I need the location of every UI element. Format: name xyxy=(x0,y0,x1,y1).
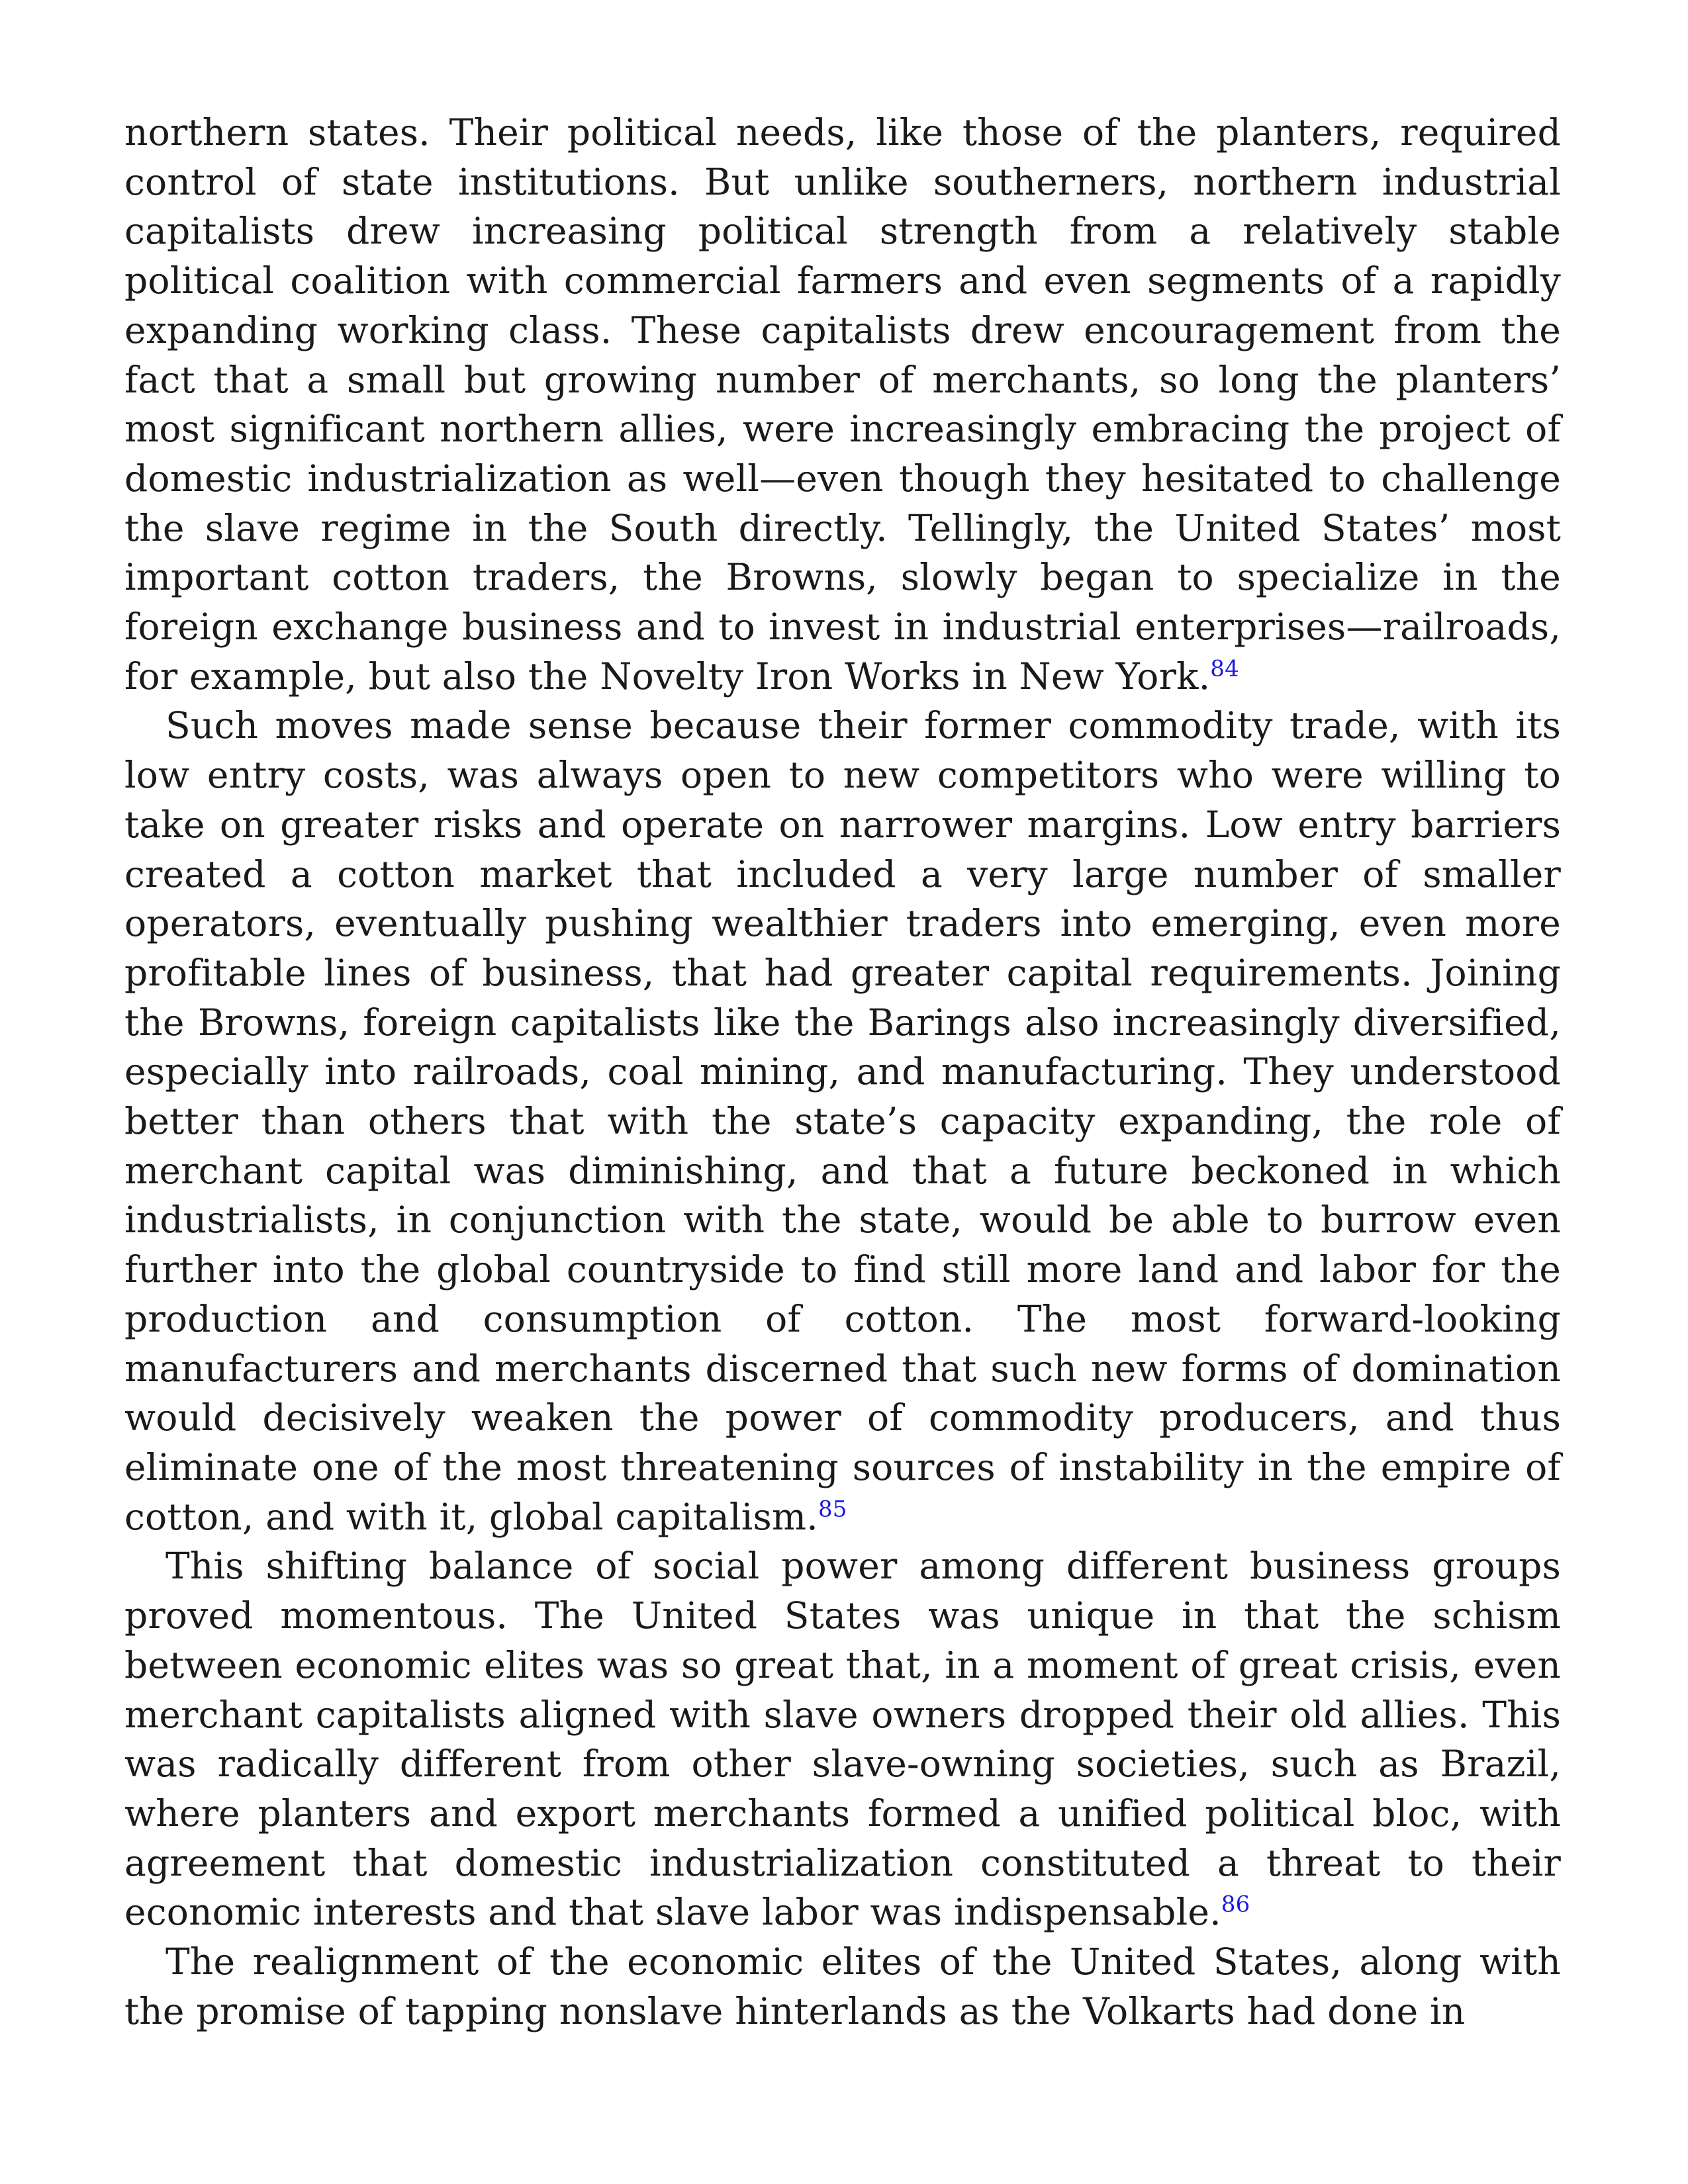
paragraph-text: The realignment of the economic elites of the United States, along with the promise of tapping nonslave hinterlands as the Volkarts had done in xyxy=(124,1940,1561,2032)
paragraph-text: Such moves made sense because their former commodity trade, with its low entry costs, was always open to new competitors who were willing to take on greater risks and operate on narrower margins. Low entry barriers created a cotton market that included a very large number of smaller operators, eventually pushing wealthier traders into emerging, even more profitable lines of business, that had greater capital requirements. Joining the Browns, foreign capitalists like the Barings also increasingly diversified, especially into railroads, coal mining, and manufacturing. They understood better than others that with the state’s capacity expanding, the role of merchant capital was diminishing, and that a future beckoned in which industrialists, in conjunction with the state, would be able to burrow even further into the global countryside to find still more land and labor for the production and consumption of cotton. The most forward-looking manufacturers and merchants discerned that such new forms of domination would decisively weaken the power of commodity producers, and thus eliminate one of the most threatening sources of instability in the empire of cotton, and with it, global capitalism. xyxy=(124,704,1561,1538)
page-body xyxy=(124,108,1561,2036)
footnote-ref-85[interactable]: 85 xyxy=(818,1496,847,1523)
paragraph-text: This shifting balance of social power among different business groups proved momentous. The United States was unique in that the schism between economic elites was so great that, in a moment of great crisis, even merchant capitalists aligned with slave owners dropped their old allies. This was radically different from other slave-owning societies, such as Brazil, where planters and export merchants formed a unified political bloc, with agreement that domestic industrialization constituted a threat to their economic interests and that slave labor was indispensable. xyxy=(124,1545,1561,1934)
footnote-ref-84[interactable]: 84 xyxy=(1210,655,1239,682)
paragraph-4 xyxy=(124,1937,1561,2036)
paragraph-1 xyxy=(124,108,1561,701)
footnote-ref-86[interactable]: 86 xyxy=(1221,1891,1250,1918)
paragraph-text: northern states. Their political needs, like those of the planters, required control of state institutions. But unlike southerners, northern industrial capitalists drew increasing political strength from a relatively stable political coalition with commercial farmers and even segments of a rapidly expanding working class. These capitalists drew encouragement from the fact that a small but growing number of merchants, so long the planters’ most significant northern allies, were increasingly embracing the project of domestic industrialization as well—even though they hesitated to challenge the slave regime in the South directly. Tellingly, the United States’ most important cotton traders, the Browns, slowly began to specialize in the foreign exchange business and to invest in industrial enterprises—railroads, for example, but also the Novelty Iron Works in New York. xyxy=(124,111,1561,698)
paragraph-3 xyxy=(124,1541,1561,1937)
paragraph-2 xyxy=(124,701,1561,1541)
